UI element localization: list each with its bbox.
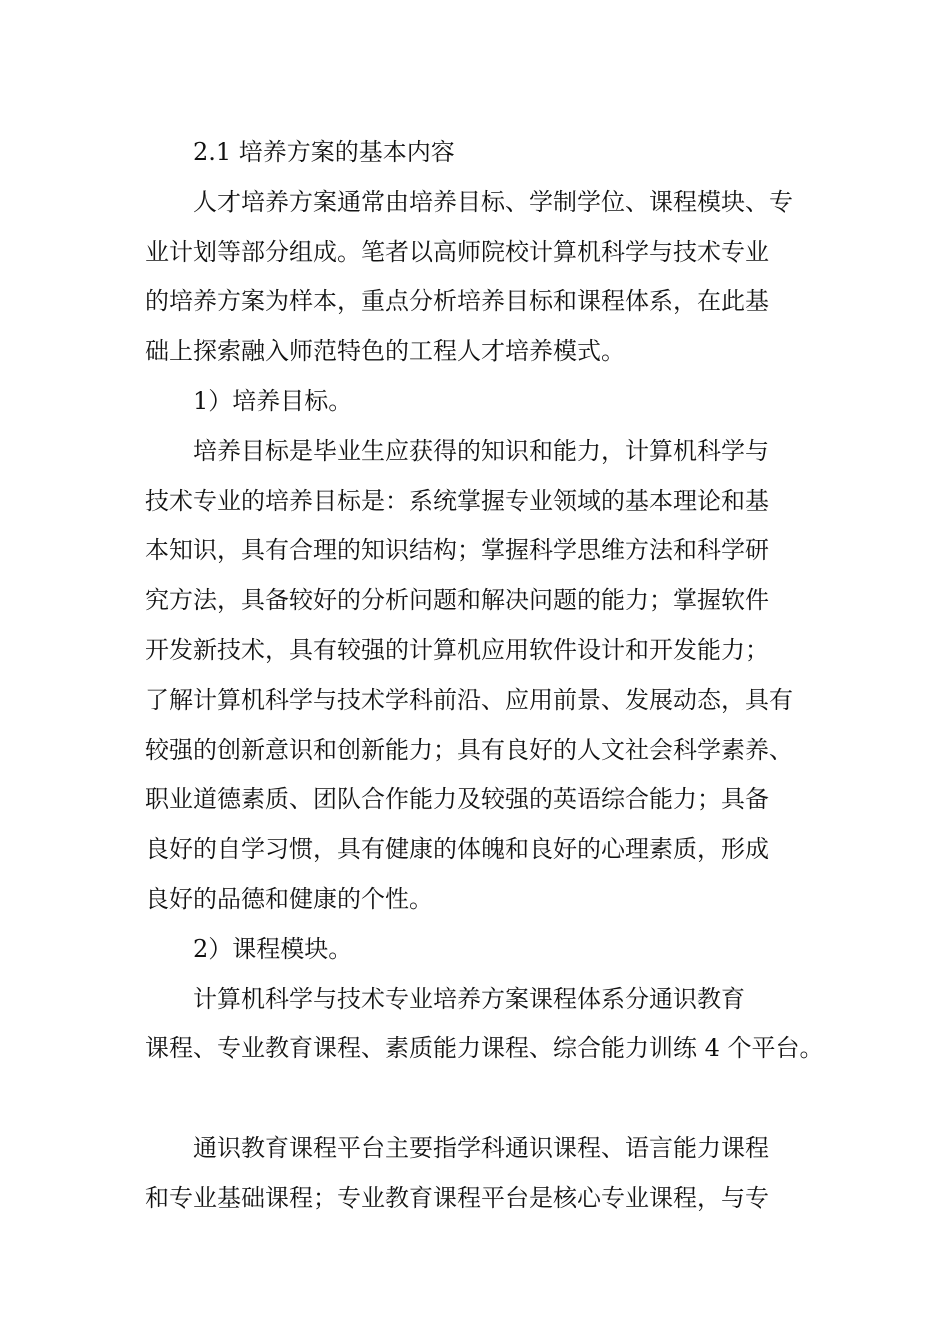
paragraph-line: 良好的品德和健康的个性。	[145, 884, 433, 913]
paragraph-line: 人才培养方案通常由培养目标、学制学位、课程模块、专	[193, 187, 793, 216]
paragraph-gap	[145, 1074, 817, 1124]
paragraph-line: 本知识，具有合理的知识结构；掌握科学思维方法和科学研	[145, 536, 769, 565]
paragraph-line: 较强的创新意识和创新能力；具有良好的人文社会科学素养、	[145, 735, 793, 764]
paragraph-line: 通识教育课程平台主要指学科通识课程、语言能力课程	[193, 1133, 769, 1162]
paragraph-line: 础上探索融入师范特色的工程人才培养模式。	[145, 337, 625, 366]
paragraph-line: 业计划等部分组成。笔者以高师院校计算机科学与技术专业	[145, 237, 769, 266]
paragraph-line: 了解计算机科学与技术学科前沿、应用前景、发展动态，具有	[145, 685, 793, 714]
paragraph-line: 培养目标是毕业生应获得的知识和能力，计算机科学与	[193, 436, 769, 465]
paragraph-line: 开发新技术，具有较强的计算机应用软件设计和开发能力；	[145, 635, 769, 664]
paragraph-line: 良好的自学习惯，具有健康的体魄和良好的心理素质，形成	[145, 835, 769, 864]
paragraph-line: 计算机科学与技术专业培养方案课程体系分通识教育	[193, 984, 745, 1013]
paragraph-line: 课程、专业教育课程、素质能力课程、综合能力训练 4 个平台。	[145, 1034, 824, 1063]
subheading-text: 1）培养目标。	[193, 386, 353, 415]
paragraph-line: 职业道德素质、团队合作能力及较强的英语综合能力；具备	[145, 785, 769, 814]
paragraph-line: 和专业基础课程；专业教育课程平台是核心专业课程，与专	[145, 1183, 769, 1212]
document-body	[145, 128, 824, 1224]
subheading-text: 2）课程模块。	[193, 934, 353, 963]
paragraph-line: 的培养方案为样本，重点分析培养目标和课程体系，在此基	[145, 287, 769, 316]
paragraph-line: 究方法，具备较好的分析问题和解决问题的能力；掌握软件	[145, 586, 769, 615]
subheading-training-goal	[145, 377, 817, 427]
paragraph-line: 技术专业的培养目标是：系统掌握专业领域的基本理论和基	[145, 486, 769, 515]
subheading-course-modules	[145, 925, 817, 975]
section-heading	[145, 128, 817, 178]
section-heading-text: 2.1 培养方案的基本内容	[193, 138, 455, 166]
paragraph-intro	[145, 178, 817, 377]
paragraph-training-goal	[145, 427, 817, 925]
paragraph-platforms	[145, 1124, 817, 1224]
paragraph-course-modules	[145, 975, 824, 1075]
